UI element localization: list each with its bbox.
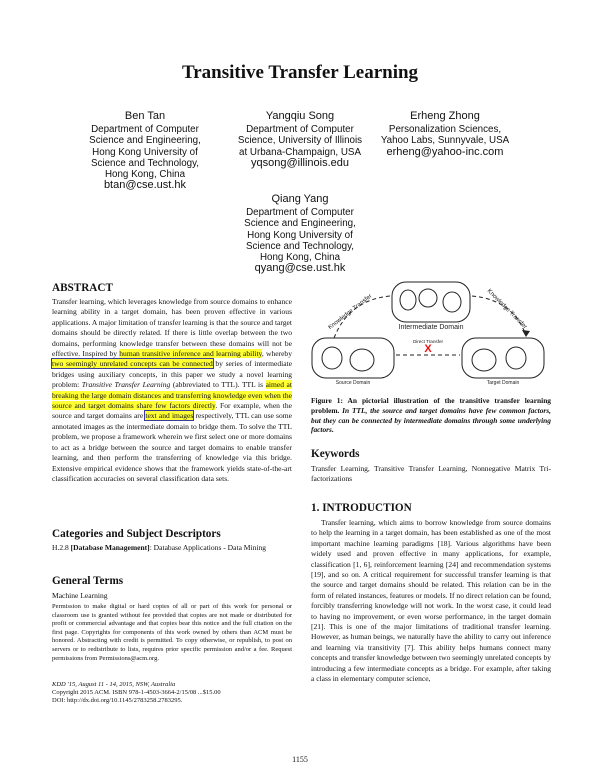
introduction-text: Transfer learning, which aims to borrow knowledge from source domains to help the learning in a target domain, has been established as one of the most important machine learning paradigms [18]. Various algorithms have been widely used and proven effective in many applications, for example, classification [1, 6], reinforcement learning [24] and recommendation systems [19], and so on. A critical requirement for successful transfer learning is that the source and target domains should be related. This relation can be in the form of related instances, features or models. If no direct relation can be found, forcibly transferring knowledge will not work. In the worst case, it could lead to having no improvement, or even worse performance, in the target domain [21]. This is one of the major limitations of traditional transfer learning. However, as human beings, we naturally have the ability to carry out inference and learning via transitivity [7]. This ability helps humans connect many concepts and transfer knowledge between two seemingly unrelated concepts by introducing a few intermediate concepts as a bridge. For example, after taking a class in elementary computer science, <box>311 518 551 684</box>
author-affiliation-line: at Urbana-Champaign, USA <box>239 146 361 158</box>
author-affiliation-line: Science and Technology, <box>245 240 355 252</box>
author-affiliation-line: Hong Kong, China <box>104 169 186 181</box>
source-circle-1 <box>322 347 342 369</box>
author-block-1 <box>75 111 215 191</box>
author-affiliation-line: Science, University of Illinois <box>237 135 363 147</box>
keywords-heading: Keywords <box>311 448 360 460</box>
author-email[interactable]: qyang@cse.ust.hk <box>254 262 346 275</box>
abstract-text: Transfer learning, which leverages knowledge from source domains to enhance learning ability in a target domain, has been proven effective in various applications. A major limitation of transfer learning is that the source and target domains should be directly related. If there is little overlap between the two domains, performing knowledge transfer between these domains will not be effective. Inspired by human transitive inference and learning ability, whereby two seemingly unrelated concepts can be connected by series of intermediate bridges using auxiliary concepts, in this paper we study a novel learning problem: Transitive Transfer Learning (abbreviated to TTL). TTL is aimed at breaking the large domain distances and transferring knowledge even when the source and target domains share few factors directly. For example, when the source and target domains are text and images respectively, TTL can use some annotated images as the intermediate domain to bridge them. To solve the TTL problem, we propose a framework wherein we first select one or more domains to act as a bridge between the source and target domains to enable transfer learning, and then perform the transferring of knowledge via this bridge. Extensive empirical evidence shows that the framework yields state-of-the-art classification accuracies on several classification data sets. <box>52 297 293 483</box>
author-affiliation-line: Science and Engineering, <box>244 218 356 230</box>
author-affiliation-line: Hong Kong University of <box>247 229 353 241</box>
arrowhead-icon <box>522 330 530 337</box>
author-name: Qiang Yang <box>271 193 329 205</box>
copyright-line: Copyright 2015 ACM. ISBN 978-1-4503-3664-2/15/08 ...$15.00 <box>52 689 221 696</box>
target-circle-2 <box>506 347 526 369</box>
author-email[interactable]: btan@cse.ust.hk <box>103 179 187 192</box>
author-affiliation-line: Department of Computer <box>246 207 354 219</box>
author-affiliation-line: Department of Computer <box>246 124 354 136</box>
introduction-heading: 1. INTRODUCTION <box>311 502 412 514</box>
intermediate-domain-box <box>392 282 470 322</box>
knowledge-transfer-label-2: Knowledge Transfer <box>485 288 528 331</box>
conference-line: KDD '15, August 11 - 14, 2015, NSW, Australia <box>52 681 176 688</box>
source-domain-label: Source Domain <box>335 380 371 385</box>
intermediate-circle-3 <box>443 292 461 312</box>
knowledge-transfer-label-1: Knowledge Transfer <box>327 293 374 332</box>
highlight-2: two seemingly unrelated concepts can be connected <box>52 359 213 369</box>
doi-line[interactable]: DOI: http://dx.doi.org/10.1145/2783258.2783295. <box>52 697 183 704</box>
author-name: Erheng Zhong <box>410 110 480 122</box>
author-affiliation-line: Science and Technology, <box>90 157 200 169</box>
intermediate-circle-2 <box>419 289 437 307</box>
abstract-heading: ABSTRACT <box>52 282 113 294</box>
general-terms-heading: General Terms <box>52 575 124 587</box>
general-terms-text: Machine Learning <box>52 591 108 600</box>
author-block-3 <box>370 111 520 158</box>
author-email[interactable]: erheng@yahoo-inc.com <box>386 145 504 158</box>
paper-title: Transitive Transfer Learning <box>181 62 419 83</box>
author-affiliation-line: Personalization Sciences, <box>388 124 502 136</box>
keywords-text: Transfer Learning, Transitive Transfer Learning, Nonnegative Matrix Tri-factorizations <box>311 464 551 484</box>
author-block-4 <box>225 194 375 274</box>
author-name: Ben Tan <box>124 110 166 122</box>
author-email[interactable]: yqsong@illinois.edu <box>250 156 349 169</box>
target-domain-label: Target Domain <box>486 380 520 385</box>
figure-caption: Figure 1: An pictorial illustration of the transitive transfer learning problem. In TTL, the source and target domains have few common factors, but they can be connected by intermediate domains through some underlying factors. <box>311 396 551 435</box>
author-affiliation-line: Hong Kong University of <box>92 146 198 158</box>
categories-text: H.2.8 [Database Management]: Database Applications - Data Mining <box>52 543 267 552</box>
direct-transfer-label: Direct Transfer <box>412 339 444 344</box>
source-circle-2 <box>350 349 374 371</box>
permission-text: Permission to make digital or hard copies of all or part of this work for personal or classroom use is granted without fee provided that copies are not made or distributed for profit or commercial advantage and that copies bear this notice and the full citation on the first page. Copyrights for components of this work owned by others than ACM must be honored. Abstracting with credit is permitted. To copy otherwise, or republish, to post on servers or to redistribute to lists, requires prior specific permission and/or a fee. Request permissions from Permissions@acm.org. <box>52 603 292 662</box>
intermediate-domain-label: Intermediate Domain <box>398 324 464 331</box>
target-circle-1 <box>472 349 496 371</box>
highlight-3: aimed at breaking the large domain distances and transferring knowledge even when the source and target domains share few factors directly <box>52 380 292 411</box>
author-affiliation-line: Science and Engineering, <box>89 135 201 147</box>
highlight-1: human transitive inference and learning ability <box>119 349 262 359</box>
author-name: Yangqiu Song <box>265 110 335 122</box>
source-domain-box <box>312 338 394 378</box>
author-affiliation-line: Hong Kong, China <box>259 252 341 264</box>
figure-transitive-transfer <box>304 280 550 385</box>
highlight-4: text and images <box>145 411 194 421</box>
page-number: 1155 <box>292 755 308 764</box>
author-affiliation-line: Yahoo Labs, Sunnyvale, USA <box>380 135 510 147</box>
target-domain-box <box>462 338 544 378</box>
intermediate-circle-1 <box>400 290 416 310</box>
author-block-2 <box>220 111 380 169</box>
author-affiliation-line: Department of Computer <box>91 124 199 136</box>
blocked-cross-icon: X <box>424 343 432 355</box>
categories-heading: Categories and Subject Descriptors <box>52 528 221 540</box>
